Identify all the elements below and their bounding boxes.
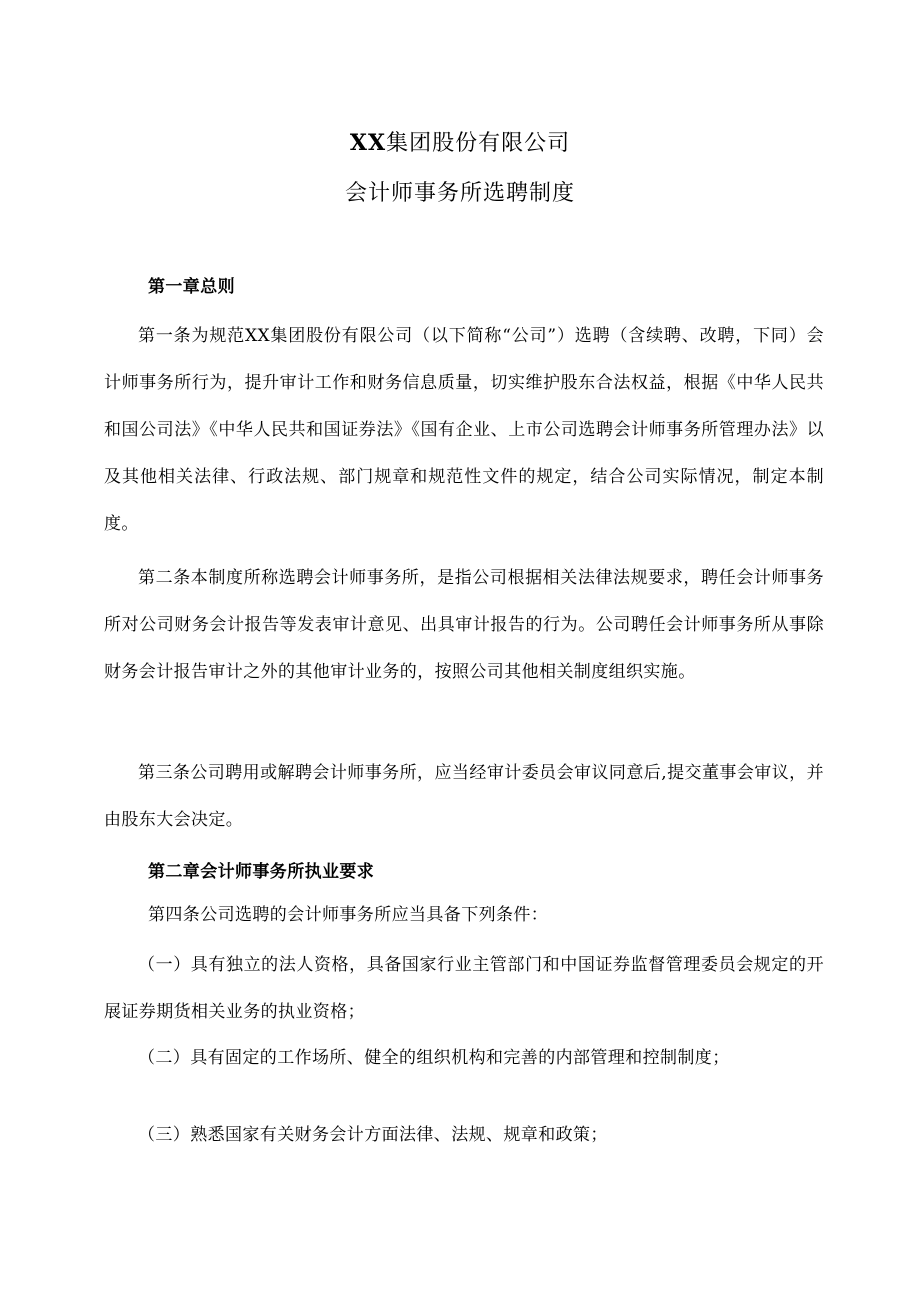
- title-company: 集团股份有限公司: [386, 131, 571, 156]
- article-4: 第四条公司选聘的会计师事务所应当具备下列条件：: [148, 905, 549, 925]
- document-title: [0, 126, 920, 157]
- chapter-2-heading: 第二章会计师事务所执业要求: [148, 862, 375, 882]
- chapter-1-heading: 第一章总则: [148, 277, 235, 297]
- article-3: 第三条公司聘用或解聘会计师事务所，应当经审计委员会审议同意后,提交董事会审议，并由股东大会决定。: [104, 763, 824, 830]
- article-4-item-1: （一）具有独立的法人资格，具备国家行业主管部门和中国证券监督管理委员会规定的开展证券期货相关业务的执业资格；: [104, 955, 824, 1022]
- title-prefix: XX: [349, 130, 387, 156]
- document-subtitle: 会计师事务所选聘制度: [344, 181, 575, 206]
- article-1: 第一条为规范XX集团股份有限公司（以下简称“公司”）选聘（含续聘、改聘，下同）会计师事务所行为，提升审计工作和财务信息质量，切实维护股东合法权益，根据《中华人民共和国公司法》《中华人民共和国证券法》《国有企业、上市公司选聘会计师事务所管理办法》以及其他相关法律、行政法规、部门规章和规范性文件的规定，结合公司实际情况，制定本制度。: [104, 326, 824, 534]
- article-4-item-2: （二）具有固定的工作场所、健全的组织机构和完善的内部管理和控制制度；: [138, 1048, 730, 1068]
- article-2: 第二条本制度所称选聘会计师事务所，是指公司根据相关法律法规要求，聘任会计师事务所对公司财务会计报告等发表审计意见、出具审计报告的行为。公司聘任会计师事务所从事除财务会计报告审计之外的其他审计业务的，按照公司其他相关制度组织实施。: [104, 568, 824, 682]
- article-4-item-3: （三）熟悉国家有关财务会计方面法律、法规、规章和政策；: [138, 1125, 608, 1145]
